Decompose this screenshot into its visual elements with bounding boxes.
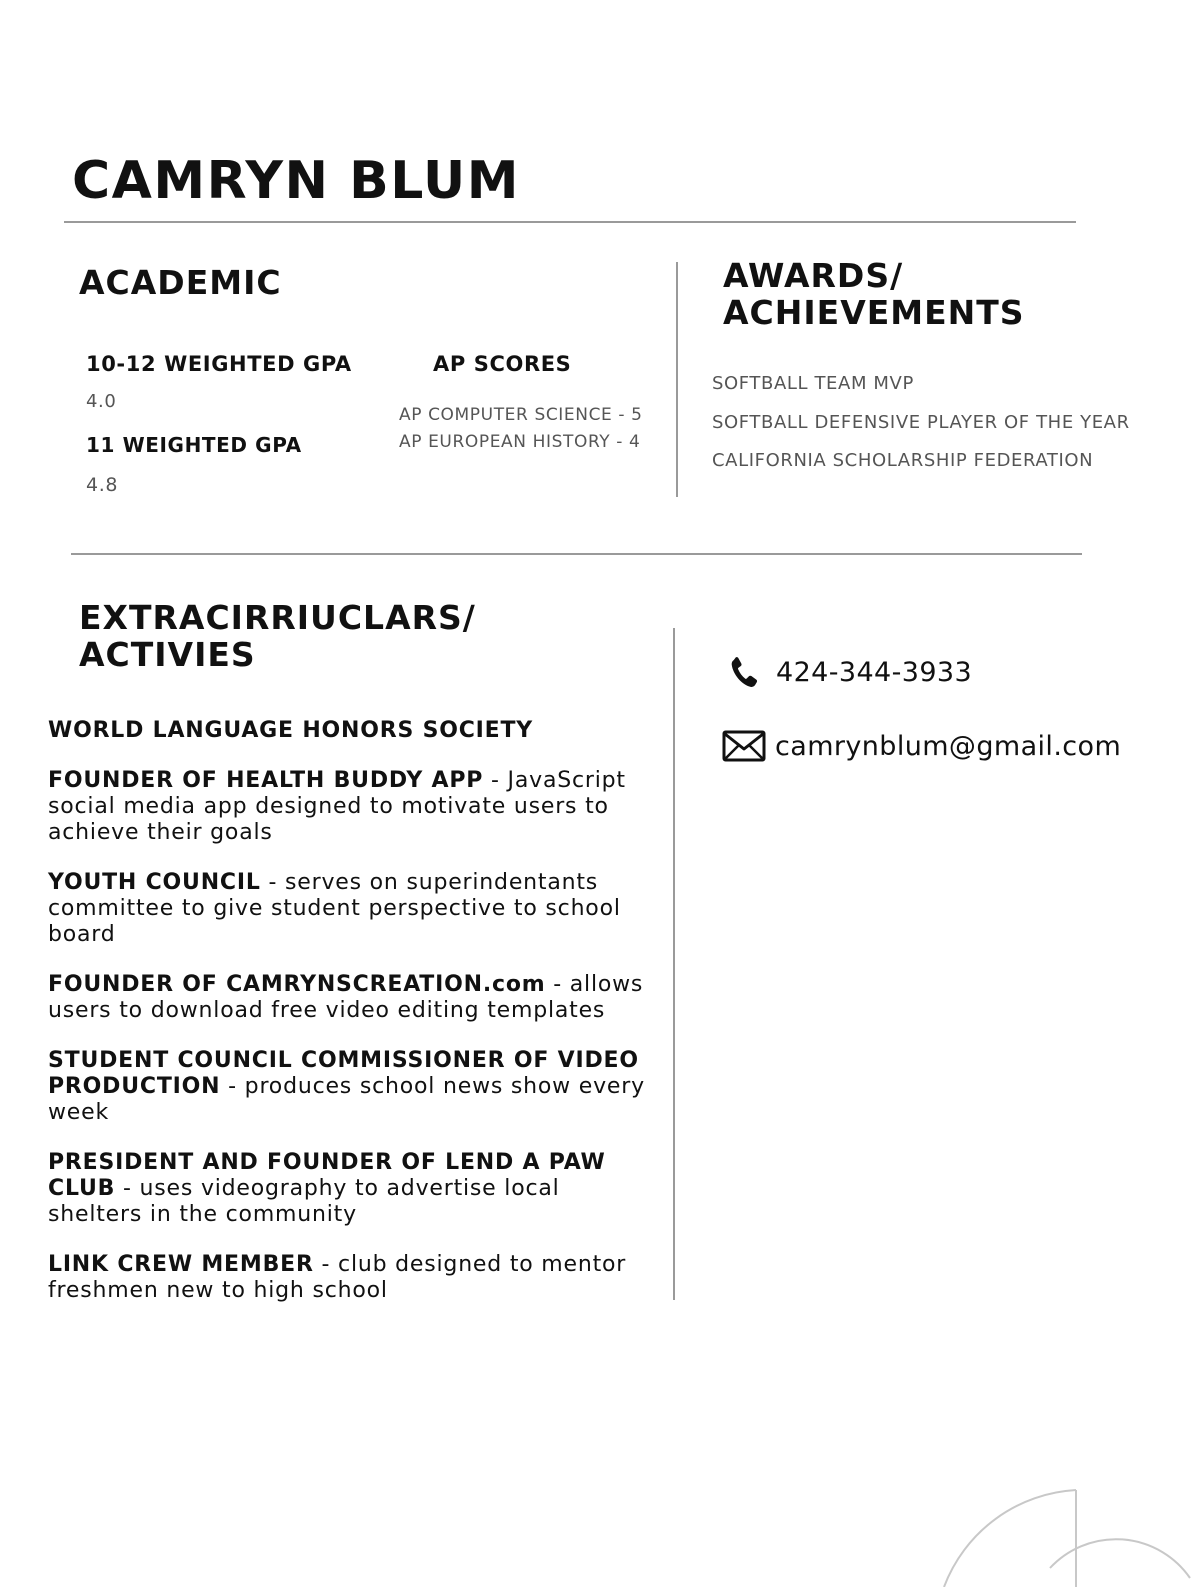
gpa-value: 4.8 xyxy=(86,474,119,496)
activity-title: FOUNDER OF CAMRYNSCREATION.com xyxy=(48,972,546,997)
award-item: SOFTBALL DEFENSIVE PLAYER OF THE YEAR xyxy=(712,411,1130,433)
activity-description: - allows users to download free video editing templates xyxy=(48,972,644,1023)
header-divider xyxy=(64,221,1076,223)
activity-item xyxy=(48,972,660,1024)
ap-scores-heading: AP SCORES xyxy=(433,352,572,376)
activity-title: LINK CREW MEMBER xyxy=(48,1252,314,1277)
activity-description: - JavaScript social media app designed to motivate users to achieve their goals xyxy=(48,768,626,845)
section-divider xyxy=(71,553,1082,555)
bottom-column-divider xyxy=(673,628,675,1300)
envelope-icon xyxy=(722,729,766,763)
phone-row xyxy=(726,650,972,694)
awards-heading-line: ACHIEVEMENTS xyxy=(723,293,1025,332)
activity-description: - club designed to mentor freshmen new to high school xyxy=(48,1252,627,1303)
activities-list xyxy=(48,718,660,1328)
extracurriculars-heading-line: EXTRACIRRIUCLARS/ xyxy=(79,598,476,637)
activity-item xyxy=(48,870,660,948)
ap-score-item: AP COMPUTER SCIENCE - 5 xyxy=(399,405,643,425)
extracurriculars-heading-line: ACTIVIES xyxy=(79,635,256,674)
activity-item xyxy=(48,768,660,846)
awards-heading-line: AWARDS/ xyxy=(723,256,904,295)
activity-item xyxy=(48,718,660,744)
activity-title: WORLD LANGUAGE HONORS SOCIETY xyxy=(48,718,534,743)
activity-item xyxy=(48,1252,660,1304)
gpa-label: 10-12 WEIGHTED GPA xyxy=(86,352,352,376)
top-column-divider xyxy=(676,262,678,497)
activity-item xyxy=(48,1150,660,1228)
activity-description: - uses videography to advertise local shelters in the community xyxy=(48,1176,560,1227)
activity-description: - serves on superindentants committee to give student perspective to school board xyxy=(48,870,621,947)
activity-title: PRESIDENT AND FOUNDER OF LEND A PAW CLUB xyxy=(48,1150,606,1201)
award-item: CALIFORNIA SCHOLARSHIP FEDERATION xyxy=(712,450,1094,471)
activity-item xyxy=(48,1048,660,1126)
award-item: SOFTBALL TEAM MVP xyxy=(712,373,914,394)
activity-title: YOUTH COUNCIL xyxy=(48,870,261,895)
gpa-label: 11 WEIGHTED GPA xyxy=(86,433,302,457)
activity-title: FOUNDER OF HEALTH BUDDY APP xyxy=(48,768,484,793)
extracurriculars-heading xyxy=(79,599,476,673)
activity-description: - produces school news show every week xyxy=(48,1074,645,1125)
phone-number[interactable]: 424-344-3933 xyxy=(776,656,973,688)
email-row xyxy=(722,729,1121,763)
academic-heading: ACADEMIC xyxy=(79,263,282,302)
email-address[interactable]: camrynblum@gmail.com xyxy=(775,730,1122,762)
awards-list xyxy=(712,365,1130,481)
ap-score-item: AP EUROPEAN HISTORY - 4 xyxy=(399,432,641,452)
resume-name: CAMRYN BLUM xyxy=(72,151,521,211)
decorative-arc-ornament xyxy=(930,1480,1200,1587)
phone-icon xyxy=(726,650,762,694)
gpa-value: 4.0 xyxy=(86,391,117,412)
awards-heading xyxy=(723,257,1025,331)
activity-title: STUDENT COUNCIL COMMISSIONER OF VIDEO PRODUCTION xyxy=(48,1048,639,1099)
ap-scores-list xyxy=(399,402,643,456)
